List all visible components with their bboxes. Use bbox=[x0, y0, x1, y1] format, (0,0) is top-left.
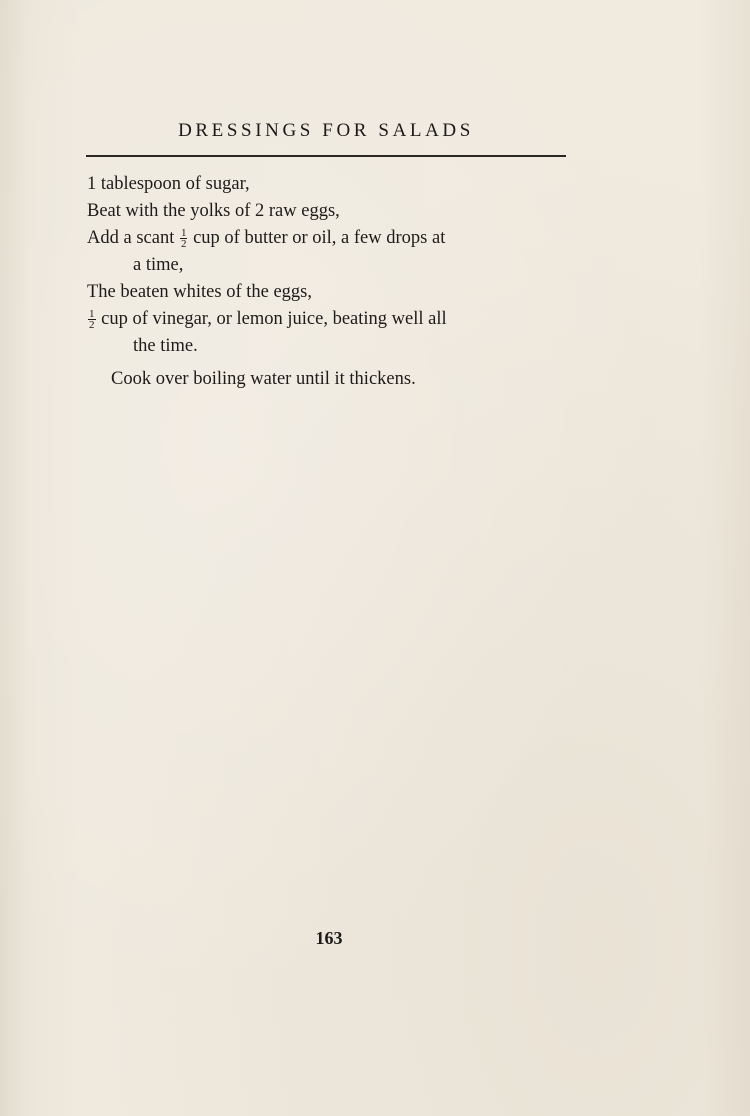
recipe-line: 1 tablespoon of sugar, bbox=[87, 174, 250, 194]
fraction-denominator: 2 bbox=[180, 238, 187, 250]
recipe-line bbox=[87, 306, 567, 333]
recipe-line bbox=[87, 225, 567, 252]
recipe-line: The beaten whites of the eggs, bbox=[87, 282, 313, 302]
header-rule bbox=[86, 155, 566, 157]
fraction-numerator: 1 bbox=[180, 227, 187, 239]
fraction-half bbox=[180, 228, 188, 249]
recipe-line-continuation: a time, bbox=[133, 255, 184, 275]
fraction-numerator: 1 bbox=[89, 308, 95, 320]
line-fragment: cup of butter or oil, a few drops at bbox=[188, 228, 446, 248]
fraction-denominator: 2 bbox=[89, 319, 95, 331]
line-fragment: Add a scant bbox=[87, 228, 179, 248]
recipe-instruction: Cook over boiling water until it thickens. bbox=[111, 369, 416, 389]
recipe-text bbox=[87, 171, 567, 393]
fraction-half bbox=[88, 309, 96, 330]
recipe-line: Beat with the yolks of 2 raw eggs, bbox=[87, 201, 340, 221]
recipe-line-continuation: the time. bbox=[133, 336, 198, 356]
line-fragment: cup of vinegar, or lemon juice, beating well all bbox=[96, 309, 447, 329]
running-head: DRESSINGS FOR SALADS bbox=[178, 120, 474, 141]
page-number: 163 bbox=[315, 928, 343, 948]
